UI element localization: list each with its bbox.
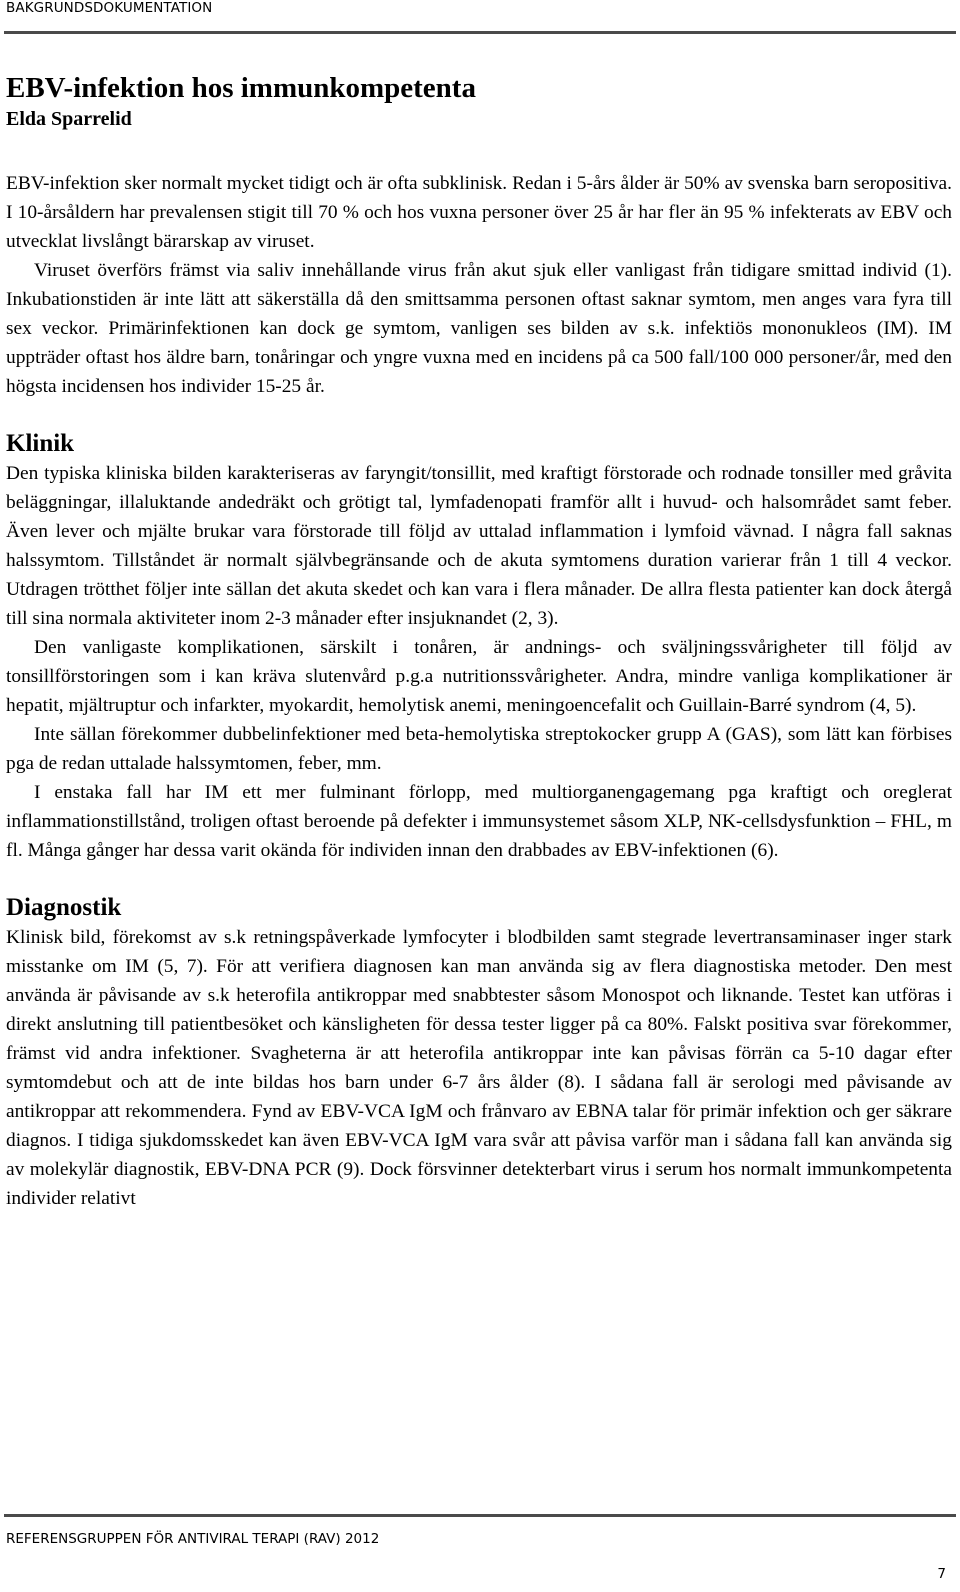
article-author: Elda Sparrelid bbox=[6, 108, 132, 130]
article-body bbox=[6, 70, 952, 1213]
section-heading-diagnostik: Diagnostik bbox=[6, 894, 122, 921]
klinik-paragraph: Den vanligaste komplikationen, särskilt i tonåren, är andnings- och sväljningssvårigheter till följd av tonsillförstoringen som i kan kräva slutenvård p.g.a nutritionssvårigheter. Andra, mindre vanliga komplikationer är hepatit, mjältruptur och infarkter, myokardit, hemolytisk anemi, meningoencefalit och Guillain-Barré syndrom (4, 5). bbox=[6, 637, 952, 716]
footer-divider bbox=[4, 1514, 956, 1517]
running-footer: REFERENSGRUPPEN FÖR ANTIVIRAL TERAPI (RAV) 2012 bbox=[6, 1531, 380, 1547]
klinik-paragraph: I enstaka fall har IM ett mer fulminant förlopp, med multiorganengagemang pga kraftigt och oreglerat inflammationstillstånd, troligen oftast beroende på defekter i immunsystemet såsom XLP, NK-cellsdysfunktion – FHL, m fl. Många gånger har dessa varit okända för individen innan den drabbades av EBV-infektionen (6). bbox=[6, 782, 952, 861]
article-title: EBV-infektion hos immunkompetenta bbox=[6, 72, 476, 104]
klinik-paragraph: Den typiska kliniska bilden karakteriseras av faryngit/tonsillit, med kraftigt förstorade och rodnade tonsiller med gråvita beläggningar, illaluktande andedräkt och grötigt tal, lymfadenopati framför allt i huvud- och halsområdet samt feber. Även lever och mjälte brukar vara förstorade till följd av uttalad inflammation i lymfoid vävnad. I några fall saknas halssymtom. Tillståndet är normalt självbegränsande och de akuta symtomens duration varierar från 1 till 4 veckor. Utdragen trötthet följer inte sällan det akuta skedet och kan vara i flera månader. De allra flesta patienter kan dock återgå till sina normala aktiviteter inom 2-3 månader efter insjuknandet (2, 3). bbox=[6, 463, 952, 629]
header-divider bbox=[4, 31, 956, 34]
running-header: BAKGRUNDSDOKUMENTATION bbox=[6, 0, 213, 16]
intro-paragraph: Viruset överförs främst via saliv innehållande virus från akut sjuk eller vanligast från tidigare smittad individ (1). Inkubationstiden är inte lätt att säkerställa då den smittsamma personen oftast saknar symtom, men anges vara fyra till sex veckor. Primärinfektionen kan dock ge symtom, vanligen ses bilden av s.k. infektiös mononukleos (IM). IM uppträder oftast hos äldre barn, tonåringar och yngre vuxna med en incidens på ca 500 fall/100 000 personer/år, med den högsta incidensen hos individer 15-25 år. bbox=[6, 260, 952, 397]
page-number: 7 bbox=[937, 1566, 946, 1582]
section-heading-klinik: Klinik bbox=[6, 430, 75, 457]
klinik-paragraph: Inte sällan förekommer dubbelinfektioner med beta-hemolytiska streptokocker grupp A (GAS), som lätt kan förbises pga de redan uttalade halssymtomen, feber, mm. bbox=[6, 724, 952, 774]
intro-paragraph: EBV-infektion sker normalt mycket tidigt och är ofta subklinisk. Redan i 5-års ålder är 50% av svenska barn seropositiva. I 10-årsåldern har prevalensen stigit till 70 % och hos vuxna personer över 25 år har fler än 95 % infekterats av EBV och utvecklat livslångt bärarskap av viruset. bbox=[6, 173, 952, 252]
diagnostik-paragraph: Klinisk bild, förekomst av s.k retningspåverkade lymfocyter i blodbilden samt stegrade levertransaminaser inger stark misstanke om IM (5, 7). För att verifiera diagnosen kan man använda sig av flera diagnostiska metoder. Den mest använda är påvisande av s.k heterofila antikroppar med snabbtester såsom Monospot och liknande. Testet kan utföras i direkt anslutning till patientbesöket och känsligheten för dessa tester ligger på ca 80%. Falskt positiva svar förekommer, främst vid andra infektioner. Svagheterna är att heterofila antikroppar inte kan påvisas förrän ca 5-10 dagar efter symtomdebut och att de inte bildas hos barn under 6-7 års ålder (8). I sådana fall är serologi med påvisande av antikroppar att rekommendera. Fynd av EBV-VCA IgM och frånvaro av EBNA talar för primär infektion och ger säkrare diagnos. I tidiga sjukdomsskedet kan även EBV-VCA IgM vara svår att påvisa varför man i sådana fall kan använda sig av molekylär diagnostik, EBV-DNA PCR (9). Dock försvinner detekterbart virus i serum hos normalt immunkompetenta individer relativt bbox=[6, 927, 952, 1209]
